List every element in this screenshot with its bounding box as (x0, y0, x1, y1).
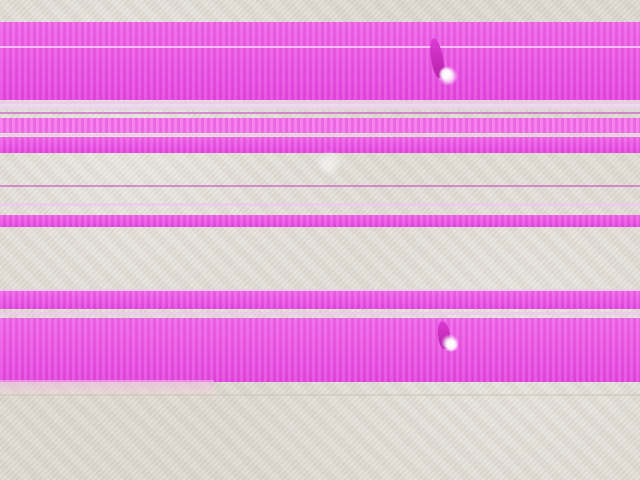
lower-thin-band (0, 291, 640, 309)
lower-separator-line (0, 312, 640, 315)
top-gap-strip (0, 104, 640, 110)
top-dark-line (0, 112, 640, 114)
middle-thin-band (0, 215, 640, 227)
top-band-glow-line (0, 46, 640, 48)
bottom-line (0, 394, 640, 396)
upper-middle-line (0, 134, 640, 136)
upper-middle-band-2 (0, 137, 640, 153)
bottom-pink-band (0, 318, 640, 382)
upper-middle-band (0, 118, 640, 133)
top-pink-band (0, 22, 640, 100)
bottom-left-seam (0, 380, 214, 394)
highlight-sparkle (441, 334, 459, 352)
middle-light-line (0, 203, 640, 206)
highlight-sparkle (316, 150, 342, 176)
middle-faint-line (0, 185, 640, 187)
highlight-sparkle (438, 66, 458, 86)
